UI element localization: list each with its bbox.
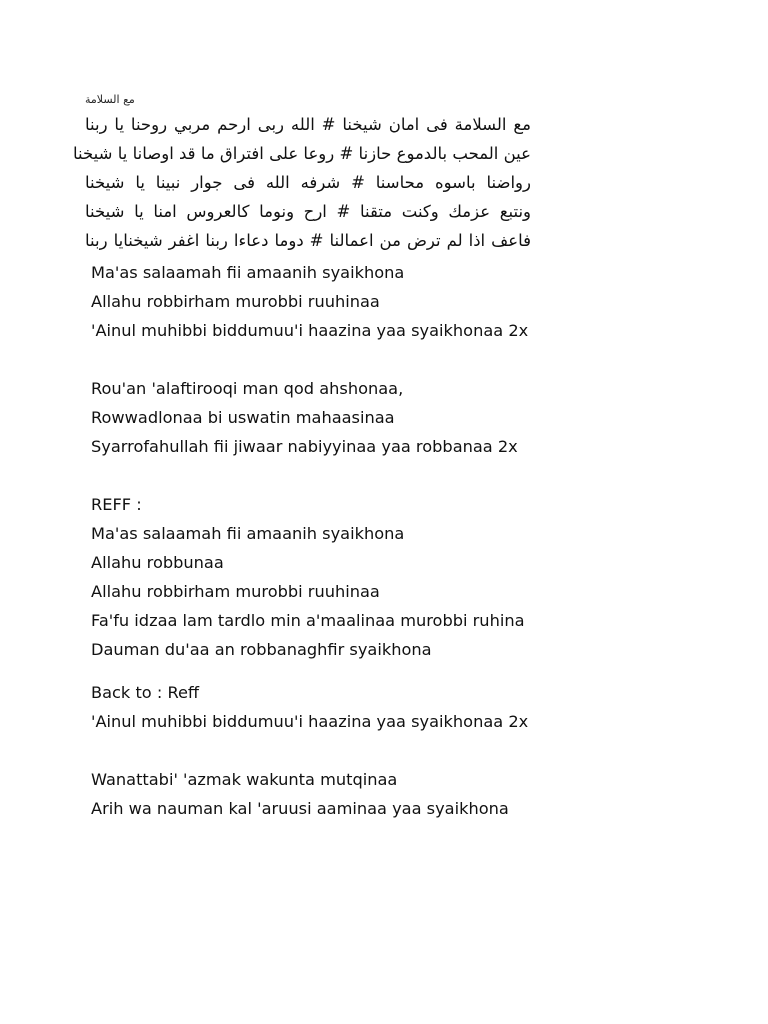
verse-2-line: Rou'an 'alaftirooqi man qod ahshonaa, [91,379,404,398]
arabic-line: رواضنا باسوه محاسنا # شرفه الله فى جوار نبينا يا شيخنا [85,173,531,192]
verse-3-line: Wanattabi' 'azmak wakunta mutqinaa [91,770,398,789]
stanza-gap [91,736,711,765]
stanza-gap [91,345,711,374]
reff-line: Allahu robbirham murobbi ruuhinaa [91,582,380,601]
stanza-gap [91,461,711,490]
latin-lyrics-block [91,258,711,823]
verse-3-line: Arih wa nauman kal 'aruusi aaminaa yaa syaikhona [91,799,509,818]
verse-2-line: Rowwadlonaa bi uswatin mahaasinaa [91,408,395,427]
reff-line: Ma'as salaamah fii amaanih syaikhona [91,524,405,543]
arabic-heading: مع السلامة [85,93,135,106]
verse-2-line: Syarrofahullah fii jiwaar nabiyyinaa yaa robbanaa 2x [91,437,518,456]
reff-heading: REFF : [91,495,142,514]
back-line: 'Ainul muhibbi biddumuu'i haazina yaa syaikhonaa 2x [91,712,529,731]
arabic-line: ونتبع عزمك وكنت متقنا # ارح ونوما كالعروس امنا يا شيخنا [85,202,531,221]
verse-1-line: 'Ainul muhibbi biddumuu'i haazina yaa syaikhonaa 2x [91,321,529,340]
verse-1-line: Ma'as salaamah fii amaanih syaikhona [91,263,405,282]
back-to-reff-heading: Back to : Reff [91,683,200,702]
stanza-gap [91,664,711,678]
verse-1-line: Allahu robbirham murobbi ruuhinaa [91,292,380,311]
arabic-line: عين المحب بالدموع حازنا # روعا على افتراق ما قد اوصانا يا شيخنا [73,144,531,163]
reff-line: Fa'fu idzaa lam tardlo min a'maalinaa murobbi ruhina [91,611,525,630]
reff-line: Dauman du'aa an robbanaghfir syaikhona [91,640,432,659]
arabic-line: فاعف اذا لم ترض من اعمالنا # دوما دعاءا ربنا اغفر شيخنايا ربنا [85,231,531,250]
arabic-lyrics-block [73,92,531,255]
arabic-line: مع السلامة فى امان شيخنا # الله ربى ارحم مربي روحنا يا ربنا [85,115,531,134]
reff-line: Allahu robbunaa [91,553,224,572]
